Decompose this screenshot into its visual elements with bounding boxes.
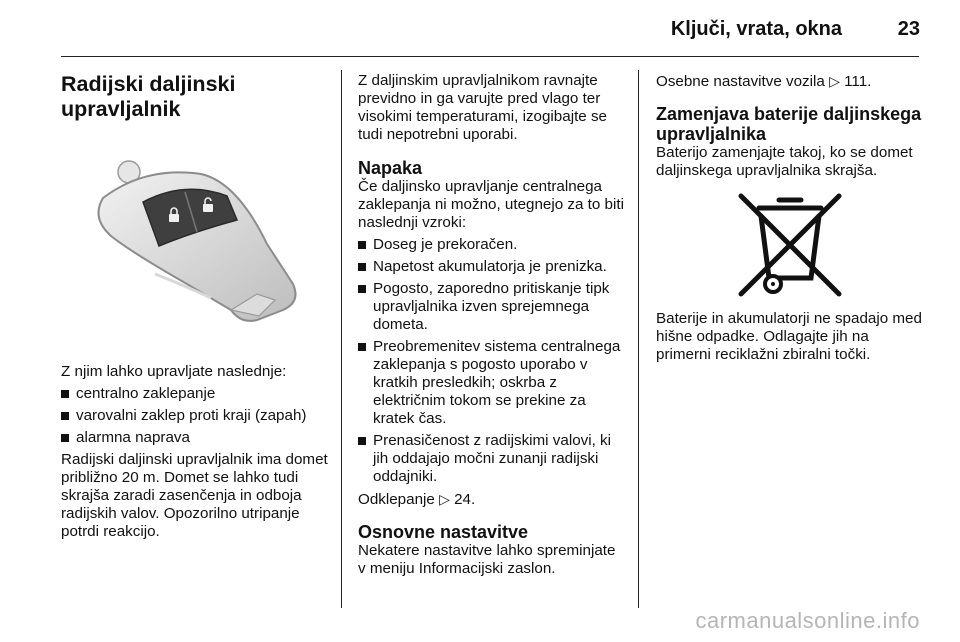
list-item: centralno zaklepanje <box>61 385 331 403</box>
list-item: Napetost akumulatorja je prenizka. <box>358 258 626 276</box>
right-chevron-icon: ▷ <box>439 491 450 507</box>
remote-key-illustration <box>61 134 329 346</box>
section-heading-remote <box>61 72 331 122</box>
header-divider <box>61 56 919 57</box>
disposal-paragraph: Baterije in akumulatorji ne spadajo med hišne odpadke. Odlagajte jih na primerni reciklažni zbiralni točki. <box>656 310 922 363</box>
page-header <box>0 18 960 48</box>
section-heading-battery-replacement: Zamenjava baterije daljinskega upravljalnika <box>656 104 922 144</box>
remote-functions-intro: Z njim lahko upravljate naslednje: <box>61 363 287 380</box>
remote-functions-list <box>61 385 331 447</box>
column-1 <box>61 72 331 541</box>
list-item: alarmna naprava <box>61 429 331 447</box>
fault-intro: Če daljinsko upravljanje centralnega zaklepanja ni možno, utegnejo za to biti naslednji vzroki: <box>358 178 624 231</box>
page-reference-link[interactable]: 24. <box>454 491 476 508</box>
fault-causes-list <box>358 236 626 486</box>
column-3 <box>656 72 924 364</box>
care-paragraph: Z daljinskim upravljalnikom ravnajte previdno in ga varujte pred vlago ter visokimi temperaturami, izogibajte se tudi nepotrebni uporabi. <box>358 72 607 143</box>
section-heading-fault: Napaka <box>358 158 423 178</box>
list-item: Prenasičenost z radijskimi valovi, ki jih oddajajo močni zunanji radijski oddajniki. <box>358 432 626 486</box>
crossed-bin-icon <box>735 190 845 302</box>
personal-settings-reference[interactable]: Osebne nastavitve vozila ▷ 111. <box>656 73 872 90</box>
settings-paragraph: Nekatere nastavitve lahko spreminjate v meniju Informacijski zaslon. <box>358 542 616 577</box>
range-paragraph: Radijski daljinski upravljalnik ima domet približno 20 m. Domet se lahko tudi skrajša zaradi zasenčenja in odboja radijskih valov. Opozorilno utripanje potrdi reakcijo. <box>61 451 328 540</box>
list-item: varovalni zaklep proti kraji (zapah) <box>61 407 331 425</box>
heading-line-1: Radijski daljinski <box>61 72 236 96</box>
unlock-reference[interactable]: Odklepanje ▷ 24. <box>358 491 476 508</box>
right-chevron-icon: ▷ <box>829 73 840 89</box>
column-divider-2 <box>638 70 639 608</box>
page-reference-link[interactable]: 111. <box>844 73 872 90</box>
column-divider-1 <box>341 70 342 608</box>
column-2 <box>358 72 626 578</box>
heading-line-2: upravljalnik <box>61 97 181 121</box>
battery-paragraph: Baterijo zamenjajte takoj, ko se domet daljinskega upravljalnika skrajša. <box>656 144 913 179</box>
list-item: Preobremenitev sistema centralnega zaklepanja s pogosto uporabo v kratkih presledkih; oskrba z električnim tokom se prekine za kratek čas. <box>358 338 626 428</box>
page-number: 23 <box>897 18 920 40</box>
chapter-title: Ključi, vrata, okna <box>670 18 842 40</box>
section-heading-basic-settings: Osnovne nastavitve <box>358 522 529 542</box>
watermark: carmanualsonline.info <box>695 608 920 633</box>
list-item: Pogosto, zaporedno pritiskanje tipk upravljalnika izven sprejemnega dometa. <box>358 280 626 334</box>
list-item: Doseg je prekoračen. <box>358 236 626 254</box>
